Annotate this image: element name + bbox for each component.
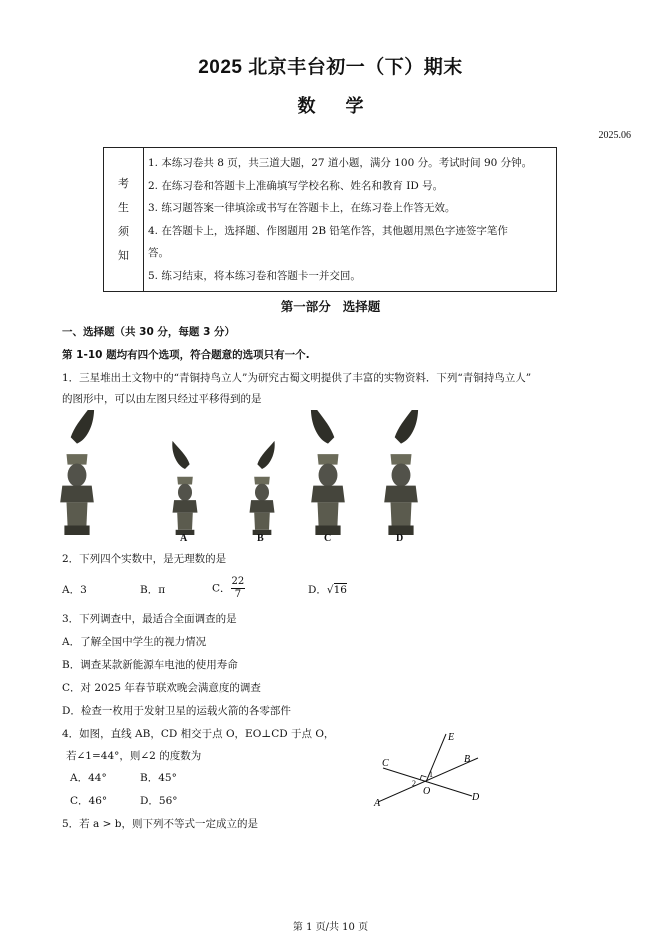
angle-2-label: 2 bbox=[412, 779, 416, 788]
q2-d-prefix: D． bbox=[308, 584, 327, 596]
sqrt-icon: √ bbox=[326, 584, 334, 596]
q4-option-a: A．44° bbox=[70, 772, 107, 784]
q1-line2: 的图形中，可以由左图只经过平移得到的是 bbox=[62, 393, 262, 405]
fraction-denominator: 7 bbox=[234, 589, 242, 600]
notice-label-char: 须 bbox=[118, 224, 129, 238]
figure-label-a: A bbox=[180, 533, 188, 544]
page-title: 2025 北京丰台初一（下）期末 bbox=[198, 57, 463, 78]
notice-item: 5. 练习结束，将本练习卷和答题卡一并交回。 bbox=[148, 269, 361, 282]
figure-label-b: B bbox=[257, 533, 264, 544]
notice-label-char: 考 bbox=[118, 176, 129, 190]
q2-option-d bbox=[308, 583, 347, 597]
fraction-numerator: 22 bbox=[231, 576, 245, 587]
part1-heading: 一、选择题（共 30 分，每题 3 分） bbox=[62, 326, 236, 338]
figure-c bbox=[311, 410, 345, 535]
q3-option-a: A．了解全国中学生的视力情况 bbox=[62, 636, 207, 648]
point-a: A bbox=[374, 798, 381, 809]
q2-stem: 2．下列四个实数中，是无理数的是 bbox=[62, 553, 227, 565]
section-heading bbox=[0, 297, 661, 315]
notice-label-char: 知 bbox=[118, 248, 129, 262]
point-d: D bbox=[472, 792, 480, 803]
q2-option-c bbox=[212, 576, 245, 601]
section-part: 第一部分 bbox=[280, 299, 331, 314]
figure-label-d: D bbox=[396, 533, 404, 544]
notice-item: 3. 练习题答案一律填涂或书写在答题卡上，在练习卷上作答无效。 bbox=[148, 202, 456, 214]
point-e: E bbox=[448, 732, 455, 743]
q4-line1: 4．如图，直线 AB，CD 相交于点 O，EO⊥CD 于点 O， bbox=[62, 728, 335, 740]
notice-item: 答。 bbox=[148, 247, 169, 259]
notice-label bbox=[104, 148, 144, 291]
exam-date: 2025.06 bbox=[598, 130, 631, 141]
angle-1-label: 1 bbox=[429, 770, 433, 779]
q3-option-d: D．检查一枚用于发射卫星的运载火箭的各零部件 bbox=[62, 705, 291, 717]
pi-symbol: π bbox=[158, 584, 166, 596]
q4-option-c: C．46° bbox=[70, 795, 108, 807]
q2-b-prefix: B． bbox=[140, 584, 159, 596]
q3-option-b: B．调查某款新能源车电池的使用寿命 bbox=[62, 659, 238, 671]
q2-c-prefix: C． bbox=[212, 582, 231, 595]
q1-line1: 1．三星堆出土文物中的“青铜持鸟立人”为研究古蜀文明提供了丰富的实物资料．下列“青铜持鸟立人” bbox=[62, 372, 532, 384]
q4-geometry-figure bbox=[368, 728, 493, 810]
right-angle-mark bbox=[420, 776, 427, 781]
figure-d bbox=[384, 410, 418, 535]
notice-box bbox=[103, 147, 557, 292]
original-figure bbox=[60, 410, 94, 535]
q5-stem: 5．若 a > b，则下列不等式一定成立的是 bbox=[62, 818, 258, 830]
section-name: 选择题 bbox=[342, 299, 381, 314]
q4-line2: 若∠1=44°，则∠2 的度数为 bbox=[66, 750, 202, 762]
page-footer: 第 1 页/共 10 页 bbox=[292, 922, 369, 933]
part1-instruction: 第 1-10 题均有四个选项，符合题意的选项只有一个. bbox=[62, 349, 310, 361]
subject-title: 数学 bbox=[297, 96, 394, 117]
figure-b bbox=[250, 441, 275, 535]
q1-figures bbox=[55, 410, 440, 535]
notice-item: 4. 在答题卡上，选择题、作图题用 2B 铅笔作答，其他题用黑色字迹签字笔作 bbox=[148, 224, 508, 237]
fraction bbox=[231, 576, 246, 601]
point-o: O bbox=[423, 786, 431, 797]
notice-list bbox=[148, 152, 550, 287]
q2-option-a: A．3 bbox=[62, 584, 87, 596]
figure-label-c: C bbox=[324, 533, 332, 544]
q2-option-b bbox=[140, 583, 165, 597]
point-c: C bbox=[382, 758, 389, 769]
point-b: B bbox=[464, 754, 471, 765]
q4-option-b: B．45° bbox=[140, 772, 177, 784]
radicand: 16 bbox=[333, 584, 347, 596]
q4-option-d: D．56° bbox=[140, 795, 178, 807]
notice-label-char: 生 bbox=[118, 200, 129, 214]
q3-option-c: C．对 2025 年春节联欢晚会满意度的调查 bbox=[62, 682, 261, 694]
figure-a bbox=[172, 441, 197, 535]
notice-item: 1. 本练习卷共 8 页，共三道大题，27 道小题，满分 100 分。考试时间 90 分钟。 bbox=[148, 157, 533, 169]
notice-item: 2. 在练习卷和答题卡上准确填写学校名称、姓名和教育 ID 号。 bbox=[148, 179, 444, 192]
q3-stem: 3．下列调查中，最适合全面调查的是 bbox=[62, 613, 237, 625]
